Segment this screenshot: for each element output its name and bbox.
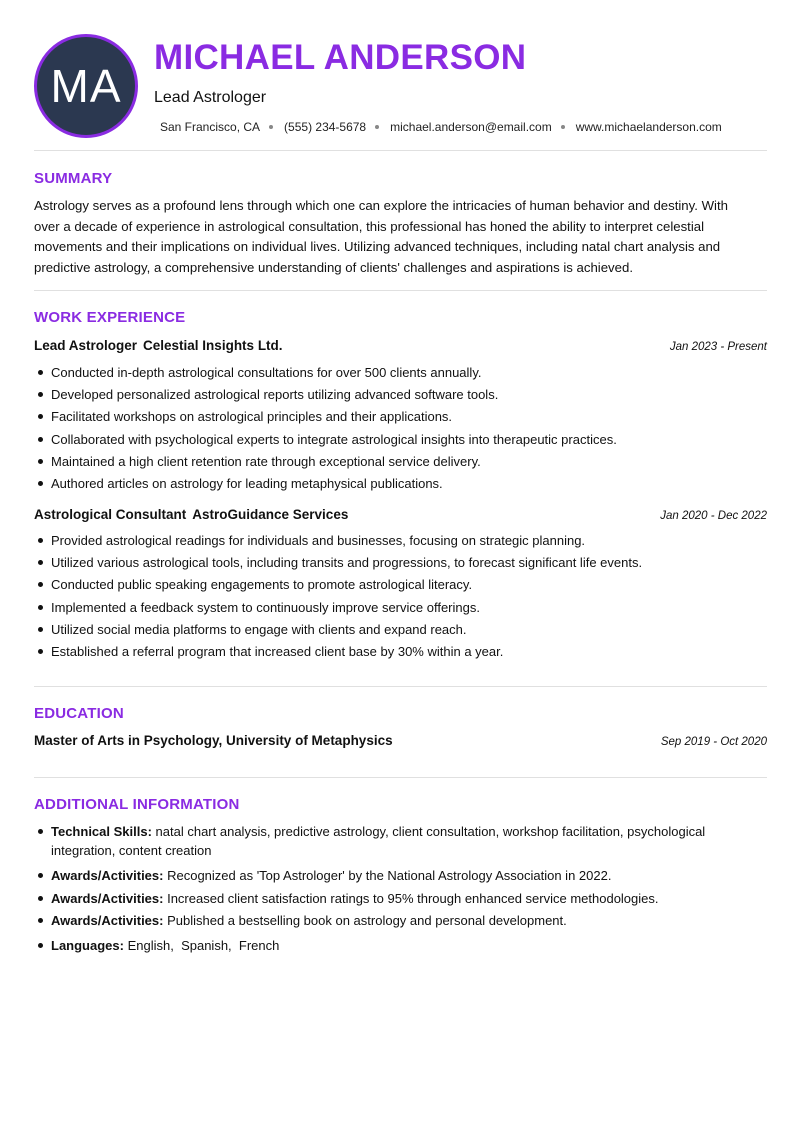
separator-dot [375,125,379,129]
list-item: Utilized various astrological tools, including transits and progressions, to forecast significant life events. [34,553,767,575]
contact-phone: (555) 234-5678 [284,120,367,134]
job-date: Jan 2023 - Present [669,341,767,353]
list-item: Provided astrological readings for individuals and businesses, focusing on strategic planning. [34,531,767,553]
job-bullets [34,531,767,664]
info-text: Published a bestselling book on astrology and personal development. [167,913,567,928]
education-date: Sep 2019 - Oct 2020 [660,736,767,748]
avatar [34,34,138,138]
job-bullets [34,363,767,496]
info-label: Awards/Activities: [51,868,164,883]
info-label: Technical Skills: [51,824,152,839]
list-item: Developed personalized astrological reports utilizing advanced software tools. [34,385,767,407]
list-item [34,866,767,885]
contact-email[interactable]: michael.anderson@email.com [390,120,552,134]
divider [34,150,767,151]
education-heading: EDUCATION [34,705,124,722]
additional-info-list [34,822,767,955]
contact-location: San Francisco, CA [160,120,261,134]
education-degree: Master of Arts in Psychology, University of Metaphysics [34,733,393,748]
job-role: Astrological Consultant [34,507,187,522]
info-text: Increased client satisfaction ratings to 95% through enhanced service methodologies. [167,890,659,906]
candidate-name: MICHAEL ANDERSON [154,38,527,77]
separator-dot [269,125,273,129]
info-text: natal chart analysis, predictive astrology, client consultation, workshop facilitation, psychological integration, content creation [51,824,706,858]
list-item [34,822,767,860]
job-company: AstroGuidance Services [192,507,349,522]
list-item: Utilized social media platforms to engage with clients and expand reach. [34,620,767,642]
list-item: Established a referral program that increased client base by 30% within a year. [34,642,767,664]
divider [34,290,767,291]
job-date: Jan 2020 - Dec 2022 [660,510,767,522]
list-item: Conducted in-depth astrological consultations for over 500 clients annually. [34,363,767,385]
contact-line [160,120,722,134]
divider [34,777,767,778]
list-item: Conducted public speaking engagements to promote astrological literacy. [34,575,767,597]
job-company: Celestial Insights Ltd. [143,338,283,353]
additional-info-heading: ADDITIONAL INFORMATION [34,796,240,813]
list-item: Authored articles on astrology for leading metaphysical publications. [34,474,767,496]
info-label: Awards/Activities: [51,890,164,906]
separator-dot [561,125,565,129]
job-header [34,338,767,353]
info-text: Recognized as 'Top Astrologer' by the National Astrology Association in 2022. [167,868,612,883]
info-label: Languages: [51,938,124,953]
contact-website[interactable]: www.michaelanderson.com [575,120,722,134]
summary-heading: SUMMARY [34,170,113,187]
job-header [34,507,767,522]
job-role: Lead Astrologer [34,338,138,353]
avatar-initials: MA [50,60,122,112]
list-item: Implemented a feedback system to continuously improve service offerings. [34,598,767,620]
job-role-line [34,507,348,522]
list-item: Maintained a high client retention rate through exceptional service delivery. [34,452,767,474]
list-item [34,911,767,930]
list-item: Facilitated workshops on astrological principles and their applications. [34,407,767,429]
candidate-title: Lead Astrologer [154,89,267,106]
work-experience-heading: WORK EXPERIENCE [34,309,186,326]
list-item [34,889,767,908]
info-text: English, Spanish, French [127,938,280,953]
summary-text: Astrology serves as a profound lens through which one can explore the intricacies of human behavior and destiny. With over a decade of experience in astrological consultation, this professional has honed the ability to interpret celestial movements and their implications on individual lives. Utilizing advanced techniques, including natal chart analysis and predictive astrology, a comprehensive understanding of clients' challenges and aspirations is achieved. [34,198,728,275]
info-label: Awards/Activities: [51,913,164,928]
education-entry [34,733,767,748]
list-item: Collaborated with psychological experts to integrate astrological insights into therapeutic practices. [34,430,767,452]
job-role-line [34,338,283,353]
list-item [34,936,767,955]
divider [34,686,767,687]
